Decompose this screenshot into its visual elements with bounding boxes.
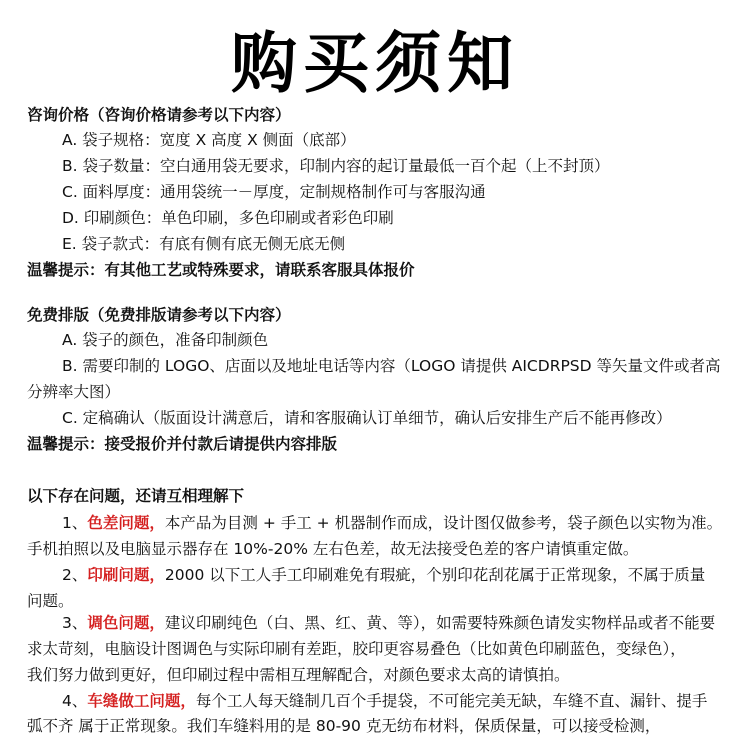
pricing-item-e: E. 袋子款式：有底有侧有底无侧无底无侧 bbox=[62, 235, 346, 253]
pricing-item-b: B. 袋子数量：空白通用袋无要求，印制内容的起订量最低一百个起（上不封顶） bbox=[62, 157, 610, 175]
issue-4-text1: 每个工人每天缝制几百个手提袋，不可能完美无缺，车缝不直、漏针、提手 bbox=[195, 692, 708, 710]
pricing-tip: 温馨提示：有其他工艺或特殊要求，请联系客服具体报价 bbox=[27, 261, 415, 279]
section-heading-issues: 以下存在问题，还请互相理解下 bbox=[27, 487, 245, 505]
issue-4-number: 4、 bbox=[62, 692, 88, 710]
pricing-item-a: A. 袋子规格：宽度 X 高度 X 侧面（底部） bbox=[62, 131, 356, 149]
pricing-item-c: C. 面料厚度：通用袋统一－厚度，定制规格制作可与客服沟通 bbox=[62, 183, 486, 201]
issue-3-label: 调色问题， bbox=[87, 614, 165, 632]
pricing-item-d: D. 印刷颜色：单色印刷，多色印刷或者彩色印刷 bbox=[62, 209, 394, 227]
issue-3-text1: 建议印刷纯色（白、黑、红、黄、等），如需要特殊颜色请发实物样品或者不能要 bbox=[164, 614, 716, 632]
section-heading-pricing: 咨询价格（咨询价格请参考以下内容） bbox=[27, 106, 291, 124]
issue-2-line2: 问题。 bbox=[27, 592, 74, 610]
layout-item-b-line2: 分辨率大图） bbox=[27, 383, 121, 401]
issue-3-number: 3、 bbox=[62, 614, 88, 632]
issue-3-line2: 求太苛刻，电脑设计图调色与实际印刷有差距，胶印更容易叠色（比如黄色印刷蓝色，变绿色）， bbox=[27, 640, 686, 658]
issue-3-line1 bbox=[62, 611, 738, 635]
issue-2-label: 印刷问题， bbox=[87, 566, 165, 584]
layout-item-b-line1: B. 需要印制的 LOGO、店面以及地址电话等内容（LOGO 请提供 AICDRPSD 等矢量文件或者高 bbox=[62, 357, 721, 375]
issue-4-label: 车缝做工问题， bbox=[87, 692, 196, 710]
page-title: 购买须知 bbox=[231, 25, 519, 102]
issue-2-number: 2、 bbox=[62, 566, 88, 584]
layout-item-c: C. 定稿确认（版面设计满意后，请和客服确认订单细节，确认后安排生产后不能再修改） bbox=[62, 409, 672, 427]
issue-1-text1: 本产品为目测 + 手工 + 机器制作而成，设计图仅做参考，袋子颜色以实物为准。 bbox=[164, 514, 723, 532]
issue-3-line3: 我们努力做到更好，但印刷过程中需相互理解配合，对颜色要求太高的请慎拍。 bbox=[27, 666, 570, 684]
issue-1-line1 bbox=[62, 511, 738, 535]
section-heading-layout: 免费排版（免费排版请参考以下内容） bbox=[27, 306, 291, 324]
layout-tip: 温馨提示：接受报价并付款后请提供内容排版 bbox=[27, 435, 338, 453]
issue-1-number: 1、 bbox=[62, 514, 88, 532]
issue-4-line1 bbox=[62, 689, 738, 713]
issue-1-label: 色差问题， bbox=[87, 514, 165, 532]
issue-4-line2: 弧不齐 属于正常现象。我们车缝料用的是 80-90 克无纺布材料，保质保量，可以接受检测， bbox=[27, 717, 661, 735]
issue-2-line1 bbox=[62, 563, 738, 587]
issue-2-text1: 2000 以下工人手工印刷难免有瑕疵，个别印花刮花属于正常现象，不属于质量 bbox=[164, 566, 706, 584]
issue-1-line2: 手机拍照以及电脑显示器存在 10%-20% 左右色差，故无法接受色差的客户请慎重定做。 bbox=[27, 540, 639, 558]
layout-item-a: A. 袋子的颜色，准备印制颜色 bbox=[62, 331, 269, 349]
